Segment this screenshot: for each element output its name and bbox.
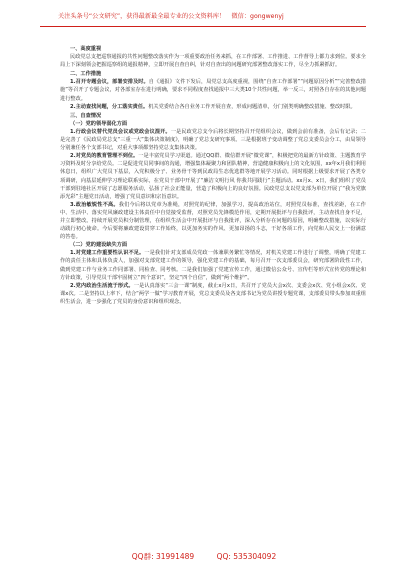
paragraph-lead: 2.党内政治生活流于形式。 [70,282,134,289]
subsection-heading: （二）党的建设缺失方面 [70,242,128,249]
paragraph-text: 一是民政党总支今后将长期坚持召开党组织会议，做到会前有准备，会后有记录；二是完善了《民政局党总支“三重一大”集体决策制度》，明确了党总支研究事项。三是根据班子变动调整了党总支委员会分工，由局领导分别兼任各个支部书记，对重大事项都坚持党总支集体决策。 [60,128,366,152]
paragraph [60,282,366,306]
paragraph [60,201,366,241]
section-heading: 二、工作措施 [70,71,102,78]
subsection-heading: （一）党的领导弱化方面 [70,120,128,127]
paragraph-text: 机关党委结合各自业务工作开展自查，形成问题清单，分门别类明确整改措施、整改时限。 [148,103,356,110]
paragraph [60,103,366,111]
paragraph-text: 我们今后将以党章为准绳，对照党的纪律，加强学习，提高政治站位，对照党员标准，查找差距，在工作中、生活中、落实党风廉政建设主体责任中自觉接受监督，对照党员先锋模范作用，定期开展批评与自我批评，主动查找自身不足，并立即整改。持续开展党员积分制管理，在组织生活会中开展批评与自我批评，深入分析存在问题的原因，明确整改措施，以实际行动践行初心使命。今后要将廉政建设贯穿工作始终，以更加务实的作风、更加昂扬的斗志，干好各项工作，向党和人民交上一份满意的答卷。 [60,201,366,241]
footer-qq: QQ: 535304092 [216,552,277,561]
section-heading: 一、高度重视 [70,46,102,52]
paragraph-text: 一是丰富党员学习渠道。通过QQ群、微信群开展“微党课”，积极把党的最新方针政策、主题教育学习资料及时分享给党员。二是促进党员同事间的沟通，增强集体凝聚力和团队精神，营造健康积极向上的文化氛围，xx年x月我们利用休息日，组织广大党员下基层，入党积极分子、业务骨干等到民政局生态优选群等地开展学习活动。同时根据上级要求开展了各类专项调研，向基层延伸学习理论联系实际，在党员干部中开展了“廉洁文明行风 你我共同践行”主题活动。xx月x、x日，我们组织了党员干部到驻地社区开展了志愿服务活动，弘扬了社会正能量，营造了积极向上的良好氛围。民政党总支以党支部为单位开展了“我为党旗添光彩”主题党日活动，增强了党员意识和宗旨意识。 [60,153,366,200]
paragraph [60,128,366,152]
paragraph-lead: 1.对党建工作重要性认识不足。 [70,250,145,257]
paragraph-lead: 1.召开专题会议，部署安排及时。 [70,79,149,86]
footer-qq-group: QQ群: 31991489 [131,552,195,561]
paragraph: 民政党总支把巡察通报的共性问题整改落实作为一项重要政治任务来抓，在工作部署、工作推进、工作督导上都力求到位。要求全局上下深刻领会把握巡察组的通报精神，立即开展自查自纠，针对自查出的问题研究部署整改落实工作，尽全力抓紧抓好。 [60,54,366,69]
paragraph-text: 一是认真落实“三会一课”制度，截止x月x日，共召开了党员大会x次、支委会x次、党小组会x次、党课x次。二是坚持以上率下，结合“两学一做”学习教育开展，党总支委员及各支部书记为党员讲授专题党课，支部委员带头参加双重组织生活会，进一步强化了党员的身份意识和组织观念。 [60,282,366,305]
paragraph-text: 自《通报》文件下发后，局党总支高度重视，围绕“自查工作部署”“问题原因分析”“完善整改措施”等召开了专题会议，对各部室存在进行明确，要求不同程度查找通报中三大类10个共性问题，举一反三，对照各自存在的其他问题进行整改。 [60,79,366,102]
section-heading: 三、自查情况 [70,112,102,119]
paragraph-lead: 2.对党员的教育管理不到位。 [70,153,139,160]
paragraph-lead: 3.政治敏锐性不高。 [70,201,119,208]
paragraph-lead: 1.行政会议替代党员会议或党政会议混开。 [70,128,171,135]
paragraph [60,249,366,281]
paragraph [60,152,366,201]
header-banner: 关注头条号“公文研究”，获得最新最全最专业的公文资料库！ 微信：gongwenyj [58,13,284,20]
paragraph [60,78,366,102]
paragraph-text: 一是我们针对支部成员党政一体兼职务繁忙等情况，对机关党建工作进行了调整，明确了党建工作的责任主体和具体负责人，加强对支部党建工作的领导，强化党建工作的基础，每月召开一次支部委员会，研究部署阶段性工作，做到党建工作与业务工作同部署、同检查、同考核。二是我们加强了党建宣传工作，通过微信公众号、宣传栏等形式宣传党的理论和方针政策，引导党员干部牢固树立“四个意识”，坚定“四个自信”，做到“两个维护”。 [60,250,366,281]
paragraph-lead: 2.主动查找问题，分工落实责任。 [70,103,149,110]
header-divider [40,26,366,27]
document-body [60,44,366,306]
footer-contact [0,551,408,563]
